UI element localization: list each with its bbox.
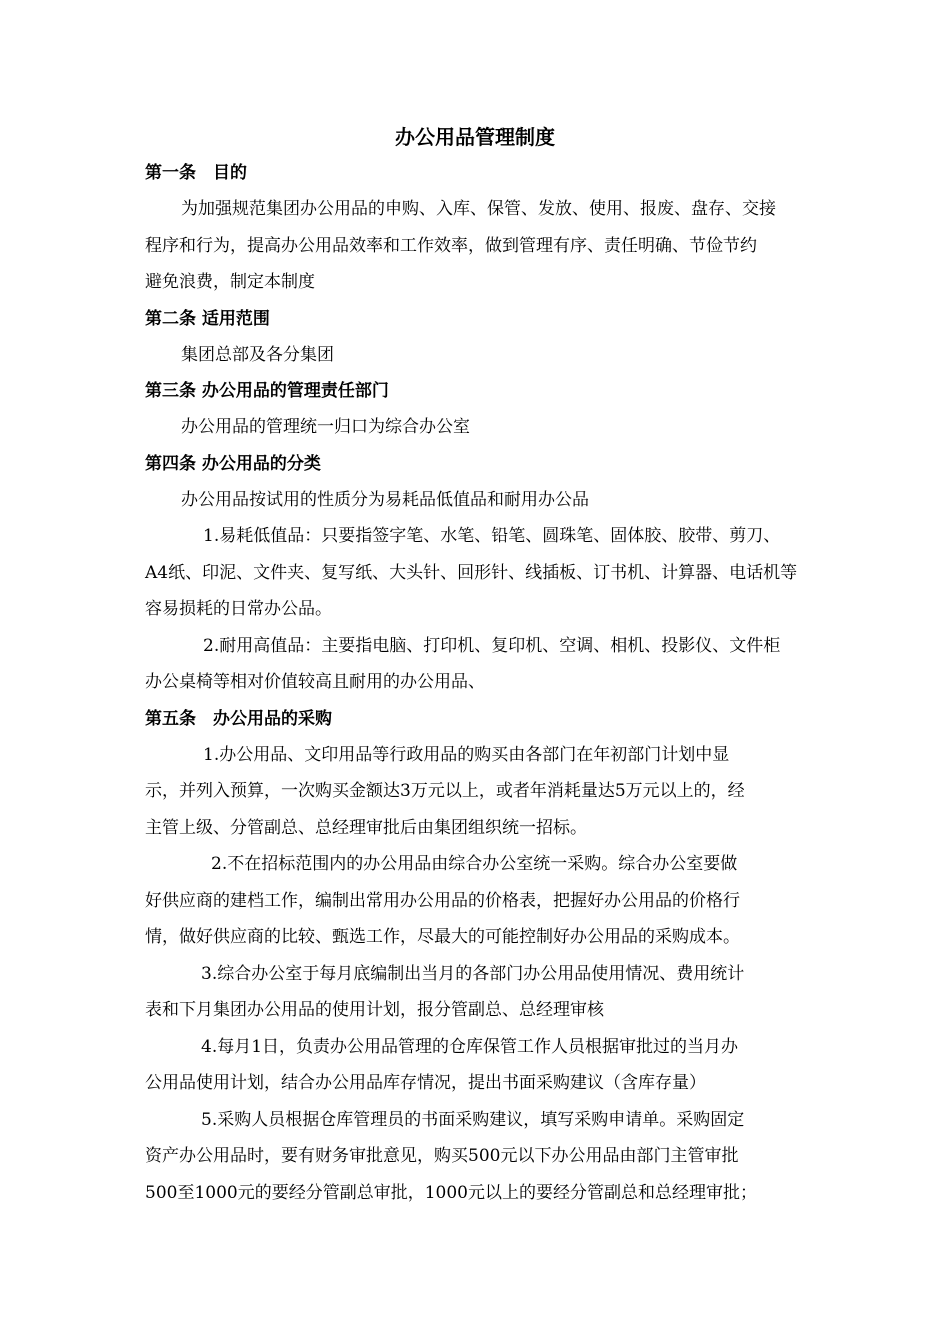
paragraph-line: 2.耐用高值品：主要指电脑、打印机、复印机、空调、相机、投影仪、文件柜 — [203, 635, 781, 656]
document-body — [145, 155, 810, 1211]
section-heading-1: 第一条 目的 — [145, 163, 247, 183]
section-5-item-1 — [145, 737, 810, 847]
paragraph-line: 办公桌椅等相对价值较高且耐用的办公用品、 — [145, 672, 485, 692]
paragraph-line: 资产办公用品时，要有财务审批意见，购买500元以下办公用品由部门主管审批 — [145, 1146, 739, 1166]
paragraph-line: 为加强规范集团办公用品的申购、入库、保管、发放、使用、报废、盘存、交接 — [181, 199, 776, 219]
section-3-paragraph — [145, 409, 810, 446]
section-heading-4: 第四条 办公用品的分类 — [145, 453, 321, 474]
paragraph-line: 集团总部及各分集团 — [181, 344, 334, 365]
paragraph-line: 办公用品按试用的性质分为易耗品低值品和耐用办公品 — [181, 489, 589, 510]
section-5-item-2 — [145, 846, 810, 956]
section-4-paragraph-intro — [145, 482, 810, 519]
document-title: 办公用品管理制度 — [395, 125, 555, 149]
section-heading-5: 第五条 办公用品的采购 — [145, 708, 332, 729]
section-5-item-3 — [145, 956, 810, 1029]
section-4-item-2 — [145, 628, 810, 701]
paragraph-line: 示，并列入预算，一次购买金额达3万元以上，或者年消耗量达5万元以上的，经 — [145, 781, 745, 801]
paragraph-line: 1.办公用品、文印用品等行政用品的购买由各部门在年初部门计划中显 — [203, 744, 730, 765]
paragraph-line: 4.每月1日，负责办公用品管理的仓库保管工作人员根据审批过的当月办 — [201, 1036, 739, 1057]
paragraph-line: 5.采购人员根据仓库管理员的书面采购建议，填写采购申请单。采购固定 — [201, 1109, 745, 1130]
section-1-paragraph — [145, 191, 810, 301]
paragraph-line: 3.综合办公室于每月底编制出当月的各部门办公用品使用情况、费用统计 — [201, 963, 745, 984]
paragraph-line: 500至1000元的要经分管副总审批，1000元以上的要经分管副总和总经理审批； — [145, 1182, 757, 1203]
paragraph-line: 公用品使用计划，结合办公用品库存情况，提出书面采购建议（含库存量） — [145, 1073, 706, 1093]
paragraph-line: 1.易耗低值品：只要指签字笔、水笔、铅笔、圆珠笔、固体胶、胶带、剪刀、 — [203, 526, 781, 546]
paragraph-line: 好供应商的建档工作，编制出常用办公用品的价格表，把握好办公用品的价格行 — [145, 890, 740, 911]
section-4-item-1 — [145, 518, 810, 628]
paragraph-line: 程序和行为，提高办公用品效率和工作效率，做到管理有序、责任明确、节俭节约 — [145, 235, 757, 256]
paragraph-line: 2.不在招标范围内的办公用品由综合办公室统一采购。综合办公室要做 — [211, 854, 738, 874]
paragraph-line: 办公用品的管理统一归口为综合办公室 — [181, 417, 470, 437]
section-5-item-5 — [145, 1102, 810, 1212]
section-heading-2: 第二条 适用范围 — [145, 308, 270, 329]
section-heading-3: 第三条 办公用品的管理责任部门 — [145, 381, 389, 401]
paragraph-line: 主管上级、分管副总、总经理审批后由集团组织统一招标。 — [145, 817, 587, 838]
paragraph-line: 避免浪费，制定本制度 — [145, 272, 315, 292]
paragraph-line: 容易损耗的日常办公品。 — [145, 599, 332, 619]
section-5-item-4 — [145, 1029, 810, 1102]
paragraph-line: 情，做好供应商的比较、甄选工作，尽最大的可能控制好办公用品的采购成本。 — [145, 927, 740, 947]
section-2-paragraph — [145, 337, 810, 374]
paragraph-line: 表和下月集团办公用品的使用计划，报分管副总、总经理审核 — [145, 1000, 604, 1020]
paragraph-line: A4纸、印泥、文件夹、复写纸、大头针、回形针、线插板、订书机、计算器、电话机等 — [145, 562, 798, 583]
